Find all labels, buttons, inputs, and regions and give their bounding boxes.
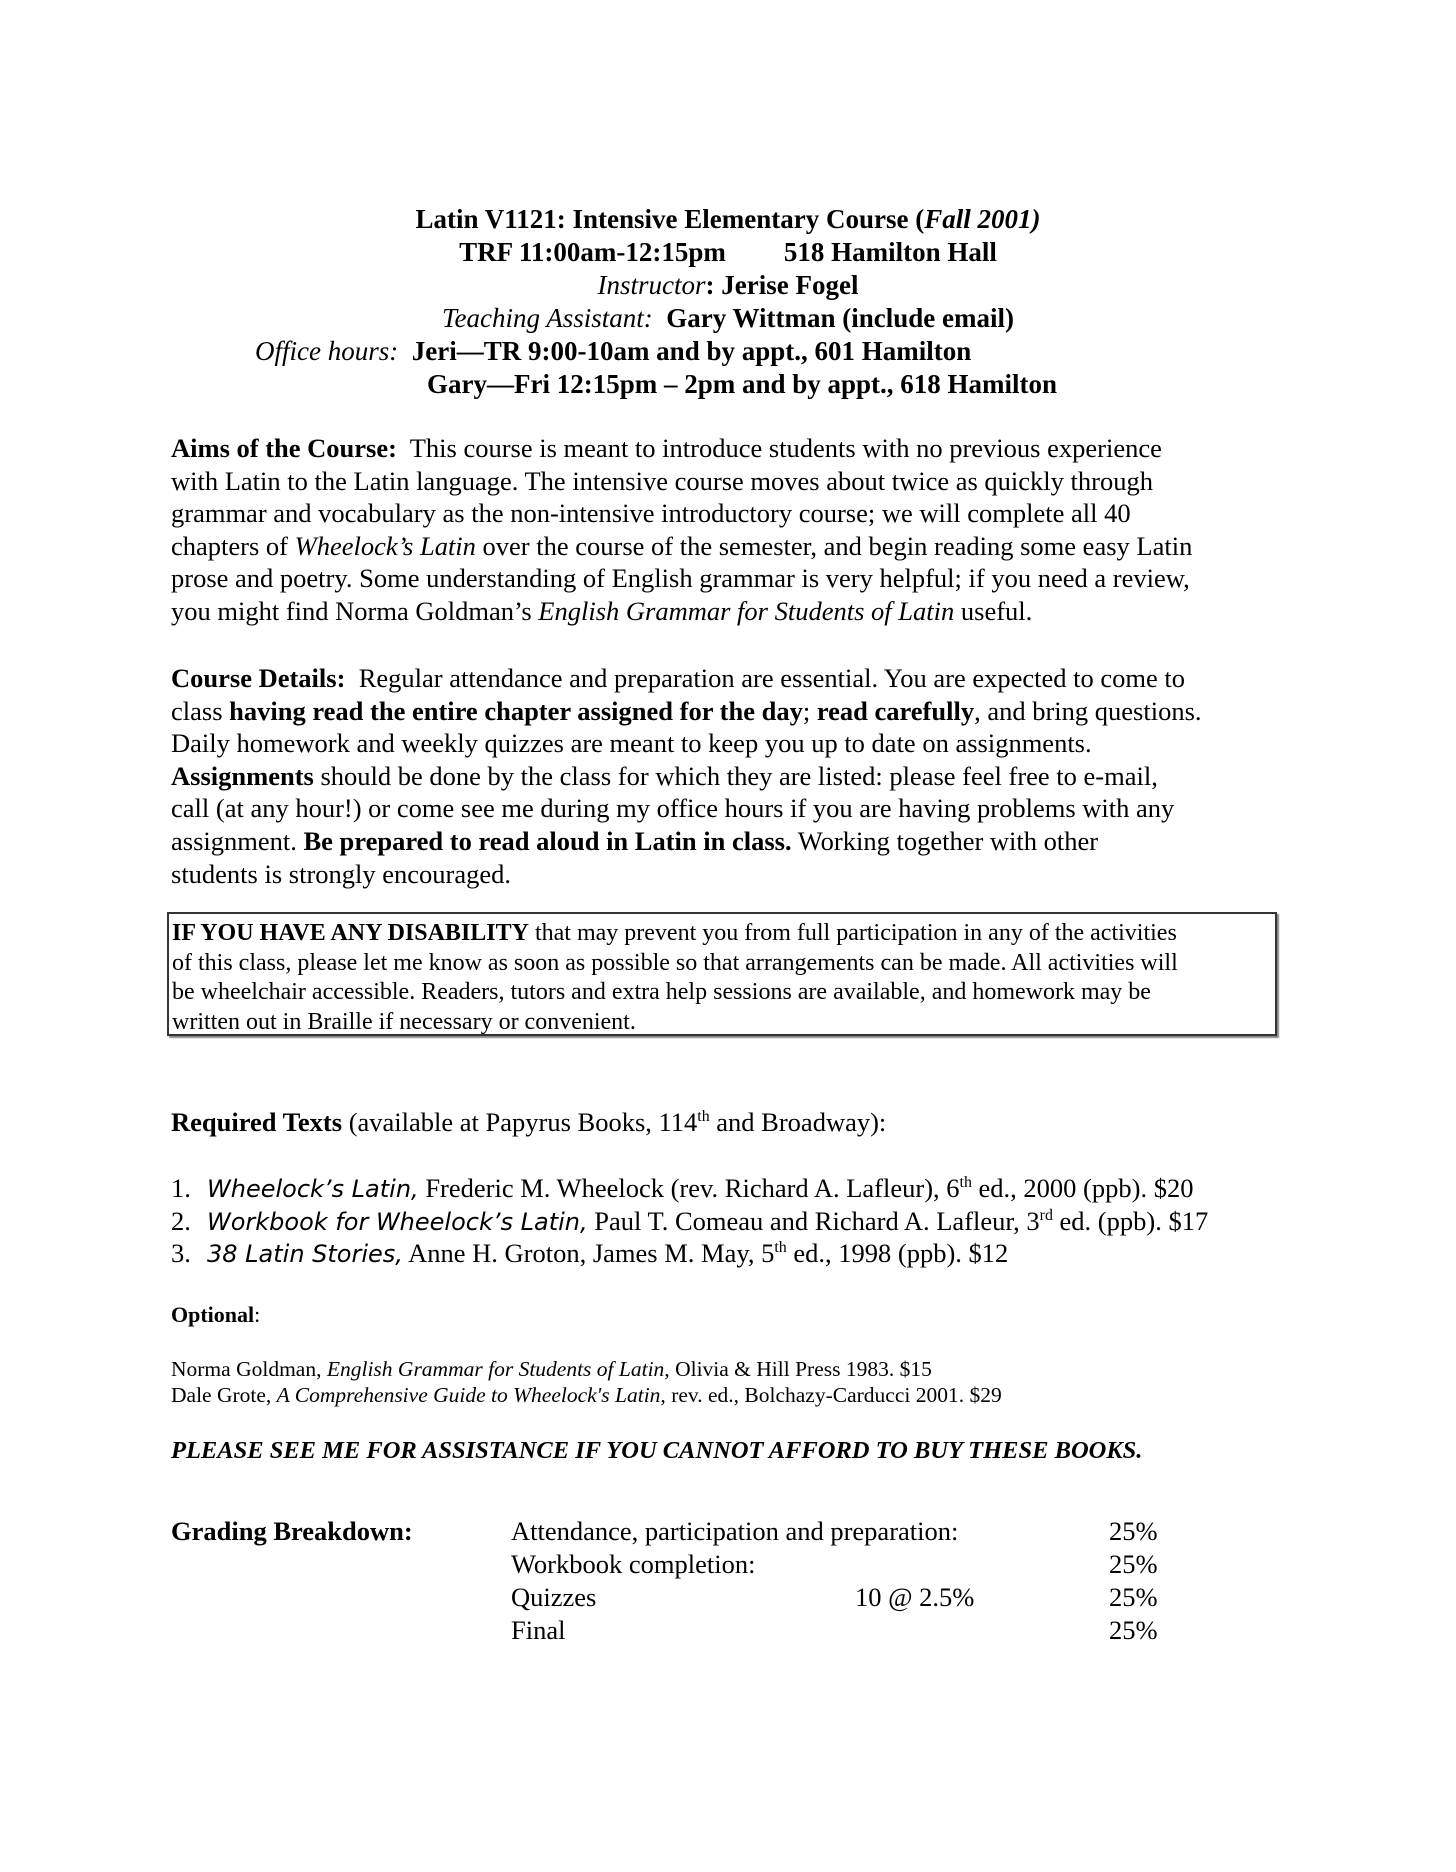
office-hours-jeri: Office hours: Jeri—TR 9:00-10am and by appt., 601 Hamilton — [255, 336, 972, 366]
disability-notice-box: IF YOU HAVE ANY DISABILITY that may prevent you from full participation in any of the activities of this class, please let me know as soon as possible so that arrangements can be made. All activities will be wheelchair accessible. Readers, tutors and extra help sessions are available, and homework may be written out in Braille if necessary or convenient. — [167, 912, 1277, 1036]
syllabus-page: Latin V1121: Intensive Elementary Course (Fall 2001) TRF 11:00am-12:15pm 518 Hamilton Hall Instructor: Jerise Fogel Teaching Assistant: Gary Wittman (include email) Office hours: Jeri—TR 9:00-10am and by appt., 601 Hamilton Gary—Fri 12:15pm – 2pm and by appt., 618 Hamilton Aims of the Course: This course is meant to introduce students with no previous experience with Latin to the Latin language. The intensive course moves about twice as quickly through grammar and vocabulary as the non-intensive introductory course; we will complete all 40 chapters of Wheelock’s Latin over the course of the semester, and begin reading some easy Latin prose and poetry. Some understanding of English grammar is very helpful; if you need a review, you might find Norma Goldman’s English Grammar for Students of Latin useful. Course Details: Regular attendance and preparation are essential. You are expected to come to class having read the entire chapter assigned for the day; read carefully, and bring questions. Daily homework and weekly quizzes are meant to keep you up to date on assignments. Assignments should be done by the class for which they are listed: please feel free to e-mail, call (at any hour!) or come see me during my office hours if you are having problems with any assignment. Be prepared to read aloud in Latin in class. Working together with other students is strongly encouraged. IF YOU HAVE ANY DISABILITY that may prevent you from full participation in any of the activities of this class, please let me know as soon as possible so that arrangements can be made. All activities will be wheelchair accessible. Readers, tutors and extra help sessions are available, and homework may be written out in Braille if necessary or convenient. Required Texts (available at Papyrus Books, 114th and Broadway): 1. Wheelock’s Latin, Frederic M. Wheelock (rev. Richard A. Lafleur), 6th ed., 2000 (ppb). $20 2. Workbook for Wheelock’s Latin, Paul T. Comeau and Richard A. Lafleur, 3rd ed. (ppb). $17 3. 38 Latin Stories, Anne H. Groton, James M. May, 5th ed., 1998 (ppb). $12 Optional: Norma Goldman, English Grammar for Students of Latin, Olivia & Hill Press 1983. $15 Dale Grote, A Comprehensive Guide to Wheelock's Latin, rev. ed., Bolchazy-Carducci 2001. $29 PLEASE SEE ME FOR ASSISTANCE IF YOU CANNOT AFFORD TO BUY THESE BOOKS. Grading Breakdown: Attendance, participation and preparation: 25% Workbook completion: 25% Quizzes 10 @ 2.5% 25% Final 25% — [0, 0, 1456, 1872]
optional-heading: Optional: — [171, 1302, 261, 1327]
grading-heading: Grading Breakdown: — [171, 1516, 413, 1546]
course-header — [0, 203, 1456, 401]
ta-line: Teaching Assistant: Gary Wittman (include email) — [441, 303, 1014, 333]
instructor-line: Instructor: Jerise Fogel — [597, 270, 859, 300]
course-details-section: Course Details: Regular attendance and preparation are essential. You are expected to come to class having read the entire chapter assigned for the day; read carefully, and bring questions. Daily homework and weekly quizzes are meant to keep you up to date on assignments. Assignments should be done by the class for which they are listed: please feel free to e-mail, call (at any hour!) or come see me during my office hours if you are having problems with any assignment. Be prepared to read aloud in Latin in class. Working together with other students is strongly encouraged. — [171, 663, 1202, 889]
required-books-list — [171, 1172, 1208, 1270]
course-title: Latin V1121: Intensive Elementary Course (Fall 2001) — [415, 204, 1041, 234]
list-item: 2. Workbook for Wheelock’s Latin, Paul T. Comeau and Richard A. Lafleur, 3rd ed. (ppb). $17 — [171, 1205, 1209, 1236]
office-hours-gary: Gary—Fri 12:15pm – 2pm and by appt., 618 Hamilton — [427, 369, 1058, 399]
list-item: 3. 38 Latin Stories, Anne H. Groton, James M. May, 5th ed., 1998 (ppb). $12 — [171, 1238, 1009, 1268]
aims-section: Aims of the Course: This course is meant to introduce students with no previous experience with Latin to the Latin language. The intensive course moves about twice as quickly through grammar and vocabulary as the non-intensive introductory course; we will complete all 40 chapters of Wheelock’s Latin over the course of the semester, and begin reading some easy Latin prose and poetry. Some understanding of English grammar is very helpful; if you need a review, you might find Norma Goldman’s English Grammar for Students of Latin useful. — [171, 433, 1193, 626]
course-schedule: TRF 11:00am-12:15pm 518 Hamilton Hall — [459, 237, 997, 267]
assistance-notice: PLEASE SEE ME FOR ASSISTANCE IF YOU CANNOT AFFORD TO BUY THESE BOOKS. — [171, 1437, 1143, 1464]
list-item: 1. Wheelock’s Latin, Frederic M. Wheelock (rev. Richard A. Lafleur), 6th ed., 2000 (ppb). $20 — [171, 1173, 1194, 1203]
list-item: Norma Goldman, English Grammar for Students of Latin, Olivia & Hill Press 1983. $15 — [171, 1357, 932, 1381]
optional-books-list — [171, 1356, 1002, 1408]
list-item: Dale Grote, A Comprehensive Guide to Wheelock's Latin, rev. ed., Bolchazy-Carducci 2001. $29 — [171, 1383, 1002, 1407]
required-texts-heading: Required Texts (available at Papyrus Books, 114th and Broadway): — [171, 1107, 887, 1137]
